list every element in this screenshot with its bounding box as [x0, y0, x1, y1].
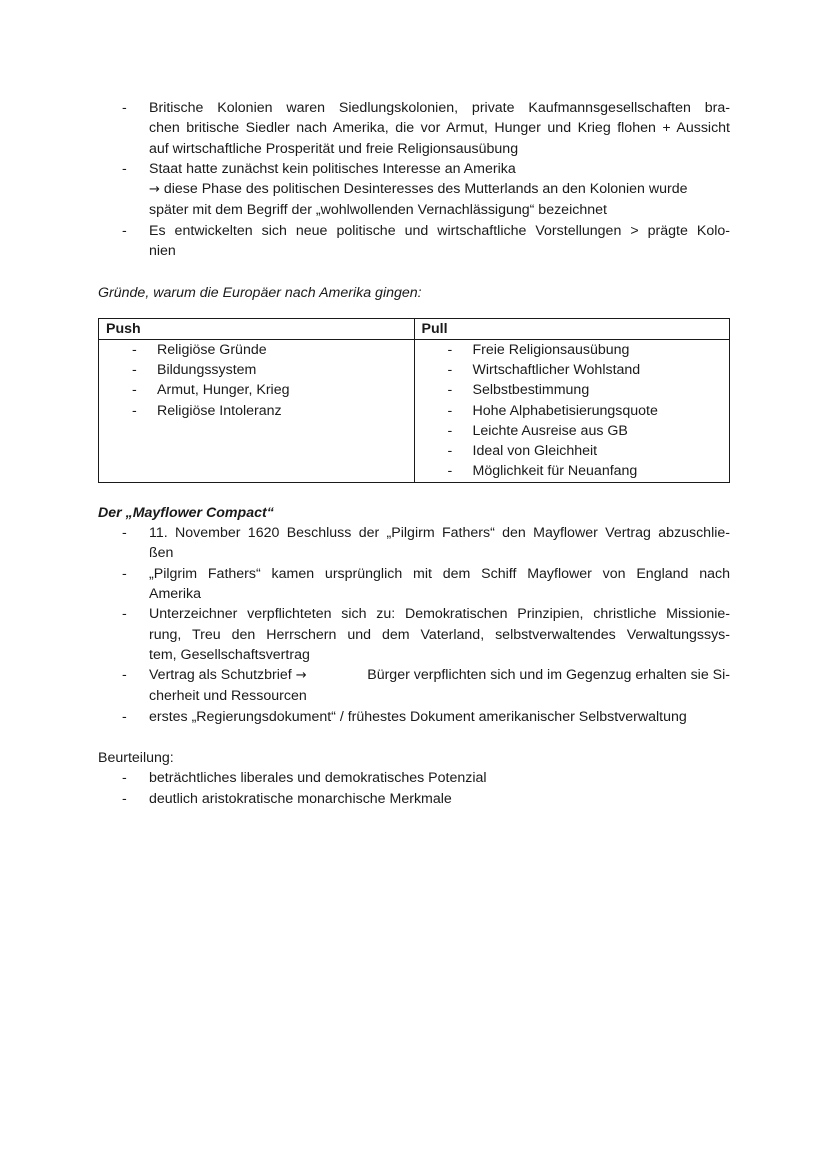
bullet-dash: -: [122, 222, 127, 239]
list-item: [98, 98, 730, 159]
bullet-dash: -: [122, 606, 127, 623]
arrow-right-icon: →: [149, 182, 160, 198]
text-line: cherheit und Ressourcen: [149, 688, 307, 705]
push-pull-table: [98, 318, 730, 483]
list-item: - Ideal von Gleichheit: [447, 443, 598, 460]
text-line: diese Phase des politischen Desinteresses des Mutterlands an den Kolonien wurde: [163, 181, 688, 198]
list-item: [98, 564, 730, 605]
bullet-dash: -: [122, 565, 127, 582]
bullet-dash: -: [122, 770, 127, 787]
text-line: erstes „Regierungsdokument“ / frühestes Dokument amerikanischer Selbstverwaltung: [149, 708, 687, 725]
mayflower-list: [98, 523, 730, 727]
table-header-row: [99, 318, 730, 339]
list-item: - Hohe Alphabetisierungsquote: [447, 402, 658, 419]
list-item: - Religiöse Gründe: [132, 341, 267, 358]
list-item: - Leichte Ausreise aus GB: [447, 422, 628, 439]
text-line: tem, Gesellschaftsvertrag: [149, 646, 310, 663]
list-item: [98, 523, 730, 564]
text-line: 11. November 1620 Beschluss der „Pilgirm Fathers“ den Mayflower Vertrag abzuschlie-: [149, 525, 730, 542]
text-line: Amerika: [149, 585, 202, 602]
bullet-dash: -: [122, 667, 127, 684]
document-page: [98, 98, 730, 809]
pull-header: Pull: [414, 318, 730, 339]
reasons-heading: Gründe, warum die Europäer nach Amerika gingen:: [98, 285, 422, 302]
list-item: [98, 604, 730, 665]
text-line: Bürger verpflichten sich und im Gegenzug erhalten sie Si-: [367, 667, 730, 684]
text-line: Unterzeichner verpflichteten sich zu: Demokratischen Prinzipien, christliche Missionie-: [149, 606, 730, 623]
list-item: [98, 159, 730, 221]
text-line: chen britische Siedler nach Amerika, die vor Armut, Hunger und Krieg flohen + Aussicht: [149, 120, 730, 137]
list-item: [98, 665, 730, 707]
list-item: - Freie Religionsausübung: [447, 341, 630, 358]
bullet-dash: -: [122, 790, 127, 807]
list-item: [98, 789, 730, 809]
text-line: Es entwickelten sich neue politische und wirtschaftliche Vorstellungen > prägte Kolo-: [149, 222, 730, 239]
list-item: - Wirtschaftlicher Wohlstand: [447, 361, 641, 378]
push-header: Push: [99, 318, 415, 339]
table-row: [99, 339, 730, 482]
list-item: [98, 221, 730, 262]
text-line: später mit dem Begriff der „wohlwollenden Vernachlässigung“ bezeichnet: [149, 202, 607, 219]
intro-list: [98, 98, 730, 261]
text-line: Vertrag als Schutzbrief: [149, 667, 292, 684]
text-line: deutlich aristokratische monarchische Merkmale: [149, 790, 452, 807]
text-line: beträchtliches liberales und demokratisches Potenzial: [149, 770, 487, 787]
list-item: - Möglichkeit für Neuanfang: [447, 463, 638, 480]
list-item: [98, 707, 730, 727]
list-item: - Bildungssystem: [132, 361, 257, 378]
push-cell: [99, 339, 415, 482]
text-line: Britische Kolonien waren Siedlungskolonien, private Kaufmannsgesellschaften bra-: [149, 100, 730, 116]
list-item: - Religiöse Intoleranz: [132, 402, 282, 419]
assessment-heading: Beurteilung:: [98, 750, 174, 767]
arrow-right-icon: →: [295, 668, 307, 684]
text-line: rung, Treu den Herrschern und dem Vaterland, selbstverwaltendes Verwaltungssys-: [149, 626, 730, 643]
bullet-dash: -: [122, 708, 127, 725]
bullet-dash: -: [122, 160, 127, 177]
pull-cell: [414, 339, 730, 482]
bullet-dash: -: [122, 525, 127, 542]
assessment-list: [98, 768, 730, 809]
text-line: Staat hatte zunächst kein politisches Interesse an Amerika: [149, 160, 516, 177]
mayflower-heading: Der „Mayflower Compact“: [98, 504, 274, 521]
text-line: nien: [149, 243, 176, 260]
text-line: ßen: [149, 545, 174, 562]
bullet-dash: -: [122, 100, 127, 116]
list-item: - Selbstbestimmung: [447, 382, 590, 399]
text-line: „Pilgrim Fathers“ kamen ursprünglich mit dem Schiff Mayflower von England nach: [149, 565, 730, 582]
list-item: - Armut, Hunger, Krieg: [132, 382, 290, 399]
list-item: [98, 768, 730, 788]
text-line: auf wirtschaftliche Prosperität und freie Religionsausübung: [149, 140, 519, 157]
